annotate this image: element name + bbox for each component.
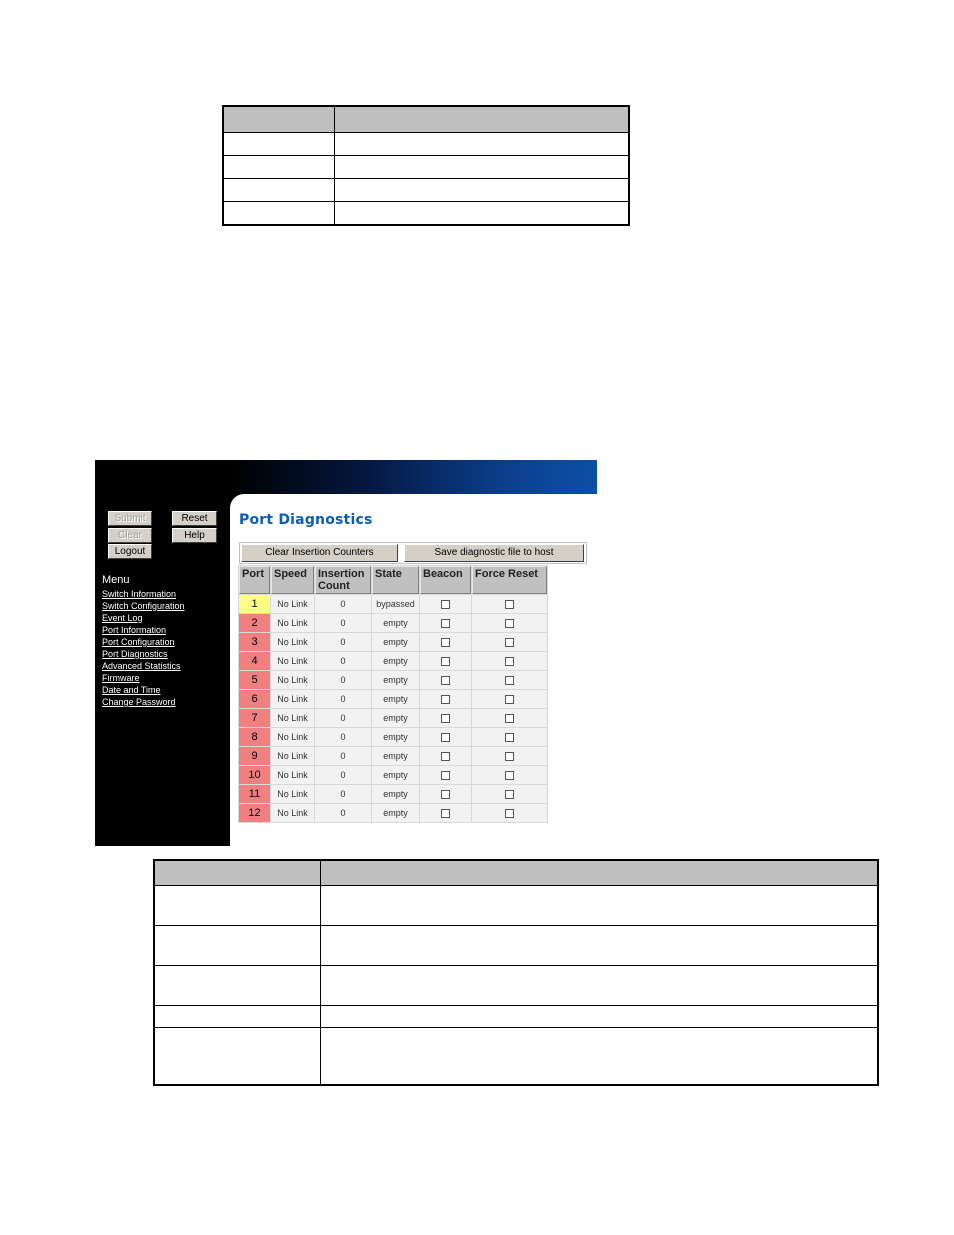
force-reset-cell xyxy=(472,728,547,746)
port-number[interactable]: 7 xyxy=(239,709,270,727)
menu-item-firmware[interactable]: Firmware xyxy=(102,673,140,683)
port-speed: No Link xyxy=(271,595,314,613)
header-banner xyxy=(230,460,597,494)
force-reset-cell xyxy=(472,785,547,803)
beacon-cell xyxy=(420,766,471,784)
clear-insertion-counters-button[interactable]: Clear Insertion Counters xyxy=(241,544,398,562)
port-state: empty xyxy=(372,785,419,803)
beacon-cell xyxy=(420,728,471,746)
force-reset-checkbox[interactable] xyxy=(505,619,514,628)
insertion-count: 0 xyxy=(315,785,371,803)
port-number[interactable]: 2 xyxy=(239,614,270,632)
beacon-cell xyxy=(420,614,471,632)
beacon-cell xyxy=(420,595,471,613)
port-speed: No Link xyxy=(271,652,314,670)
beacon-checkbox[interactable] xyxy=(441,714,450,723)
beacon-checkbox[interactable] xyxy=(441,657,450,666)
force-reset-checkbox[interactable] xyxy=(505,657,514,666)
col-header-speed: Speed xyxy=(271,566,314,594)
port-speed: No Link xyxy=(271,690,314,708)
col-header-state: State xyxy=(372,566,419,594)
table-row xyxy=(239,747,547,765)
beacon-cell xyxy=(420,633,471,651)
menu-item-date-and-time[interactable]: Date and Time xyxy=(102,685,161,695)
force-reset-cell xyxy=(472,804,547,822)
port-speed: No Link xyxy=(271,766,314,784)
force-reset-checkbox[interactable] xyxy=(505,600,514,609)
insertion-count: 0 xyxy=(315,690,371,708)
table-row xyxy=(239,690,547,708)
beacon-checkbox[interactable] xyxy=(441,771,450,780)
force-reset-cell xyxy=(472,652,547,670)
beacon-checkbox[interactable] xyxy=(441,695,450,704)
table-row xyxy=(239,709,547,727)
menu-item-change-password[interactable]: Change Password xyxy=(102,697,176,707)
beacon-checkbox[interactable] xyxy=(441,790,450,799)
menu-item-event-log[interactable]: Event Log xyxy=(102,613,143,623)
col-header-force-reset: Force Reset xyxy=(472,566,547,594)
insertion-count: 0 xyxy=(315,652,371,670)
beacon-cell xyxy=(420,804,471,822)
sidebar-menu xyxy=(102,588,185,708)
col-header-beacon: Beacon xyxy=(420,566,471,594)
force-reset-checkbox[interactable] xyxy=(505,733,514,742)
insertion-count: 0 xyxy=(315,766,371,784)
save-diagnostic-file-button[interactable]: Save diagnostic file to host xyxy=(404,544,584,562)
port-state: empty xyxy=(372,614,419,632)
port-number[interactable]: 11 xyxy=(239,785,270,803)
clear-button[interactable]: Clear xyxy=(108,528,152,543)
port-number[interactable]: 1 xyxy=(239,595,270,613)
menu-title: Menu xyxy=(102,574,130,586)
port-diagnostics-table xyxy=(238,565,548,823)
port-state: empty xyxy=(372,709,419,727)
port-state: empty xyxy=(372,633,419,651)
table-row xyxy=(239,633,547,651)
port-speed: No Link xyxy=(271,633,314,651)
table-row xyxy=(239,671,547,689)
force-reset-cell xyxy=(472,671,547,689)
beacon-cell xyxy=(420,785,471,803)
menu-item-port-diagnostics[interactable]: Port Diagnostics xyxy=(102,649,168,659)
port-number[interactable]: 5 xyxy=(239,671,270,689)
menu-item-advanced-statistics[interactable]: Advanced Statistics xyxy=(102,661,181,671)
reset-button[interactable]: Reset xyxy=(172,511,217,526)
beacon-cell xyxy=(420,747,471,765)
insertion-count: 0 xyxy=(315,614,371,632)
sidebar xyxy=(95,460,230,846)
beacon-checkbox[interactable] xyxy=(441,752,450,761)
table-row xyxy=(239,766,547,784)
port-speed: No Link xyxy=(271,785,314,803)
banner-corner xyxy=(230,494,248,512)
insertion-count: 0 xyxy=(315,633,371,651)
beacon-checkbox[interactable] xyxy=(441,809,450,818)
force-reset-checkbox[interactable] xyxy=(505,638,514,647)
col-header-port: Port xyxy=(239,566,270,594)
port-state: empty xyxy=(372,652,419,670)
logout-button[interactable]: Logout xyxy=(108,544,152,559)
insertion-count: 0 xyxy=(315,595,371,613)
port-state: empty xyxy=(372,728,419,746)
port-number[interactable]: 8 xyxy=(239,728,270,746)
force-reset-checkbox[interactable] xyxy=(505,790,514,799)
port-speed: No Link xyxy=(271,728,314,746)
col-header-insertion-count: Insertion Count xyxy=(315,566,371,594)
insertion-count: 0 xyxy=(315,728,371,746)
force-reset-cell xyxy=(472,690,547,708)
beacon-checkbox[interactable] xyxy=(441,619,450,628)
page-title: Port Diagnostics xyxy=(239,512,373,528)
beacon-cell xyxy=(420,652,471,670)
insertion-count: 0 xyxy=(315,671,371,689)
doc-table-top xyxy=(222,105,630,226)
table-row xyxy=(239,595,547,613)
force-reset-checkbox[interactable] xyxy=(505,771,514,780)
force-reset-cell xyxy=(472,633,547,651)
port-state: empty xyxy=(372,671,419,689)
force-reset-checkbox[interactable] xyxy=(505,752,514,761)
port-state: empty xyxy=(372,804,419,822)
force-reset-cell xyxy=(472,766,547,784)
port-number[interactable]: 4 xyxy=(239,652,270,670)
port-speed: No Link xyxy=(271,671,314,689)
force-reset-cell xyxy=(472,595,547,613)
beacon-checkbox[interactable] xyxy=(441,600,450,609)
menu-item-port-information[interactable]: Port Information xyxy=(102,625,167,635)
beacon-checkbox[interactable] xyxy=(441,733,450,742)
table-row xyxy=(239,614,547,632)
submit-button[interactable]: Submit xyxy=(108,511,152,526)
port-speed: No Link xyxy=(271,747,314,765)
port-number[interactable]: 3 xyxy=(239,633,270,651)
port-diagnostics-screen xyxy=(95,460,597,846)
table-row xyxy=(239,804,547,822)
port-state: bypassed xyxy=(372,595,419,613)
port-state: empty xyxy=(372,766,419,784)
force-reset-checkbox[interactable] xyxy=(505,676,514,685)
port-number[interactable]: 10 xyxy=(239,766,270,784)
port-state: empty xyxy=(372,690,419,708)
menu-item-port-configuration[interactable]: Port Configuration xyxy=(102,637,175,647)
insertion-count: 0 xyxy=(315,804,371,822)
beacon-cell xyxy=(420,671,471,689)
beacon-checkbox[interactable] xyxy=(441,638,450,647)
beacon-cell xyxy=(420,709,471,727)
menu-item-switch-configuration[interactable]: Switch Configuration xyxy=(102,601,185,611)
port-number[interactable]: 6 xyxy=(239,690,270,708)
beacon-checkbox[interactable] xyxy=(441,676,450,685)
force-reset-checkbox[interactable] xyxy=(505,809,514,818)
port-speed: No Link xyxy=(271,614,314,632)
help-button[interactable]: Help xyxy=(172,528,217,543)
port-number[interactable]: 12 xyxy=(239,804,270,822)
beacon-cell xyxy=(420,690,471,708)
force-reset-checkbox[interactable] xyxy=(505,714,514,723)
doc-table-bottom xyxy=(153,859,879,1086)
force-reset-cell xyxy=(472,709,547,727)
port-number[interactable]: 9 xyxy=(239,747,270,765)
port-speed: No Link xyxy=(271,709,314,727)
force-reset-checkbox[interactable] xyxy=(505,695,514,704)
table-row xyxy=(239,652,547,670)
table-row xyxy=(239,728,547,746)
menu-item-switch-information[interactable]: Switch Information xyxy=(102,589,177,599)
force-reset-cell xyxy=(472,747,547,765)
port-speed: No Link xyxy=(271,804,314,822)
insertion-count: 0 xyxy=(315,709,371,727)
port-state: empty xyxy=(372,747,419,765)
table-row xyxy=(239,785,547,803)
force-reset-cell xyxy=(472,614,547,632)
insertion-count: 0 xyxy=(315,747,371,765)
